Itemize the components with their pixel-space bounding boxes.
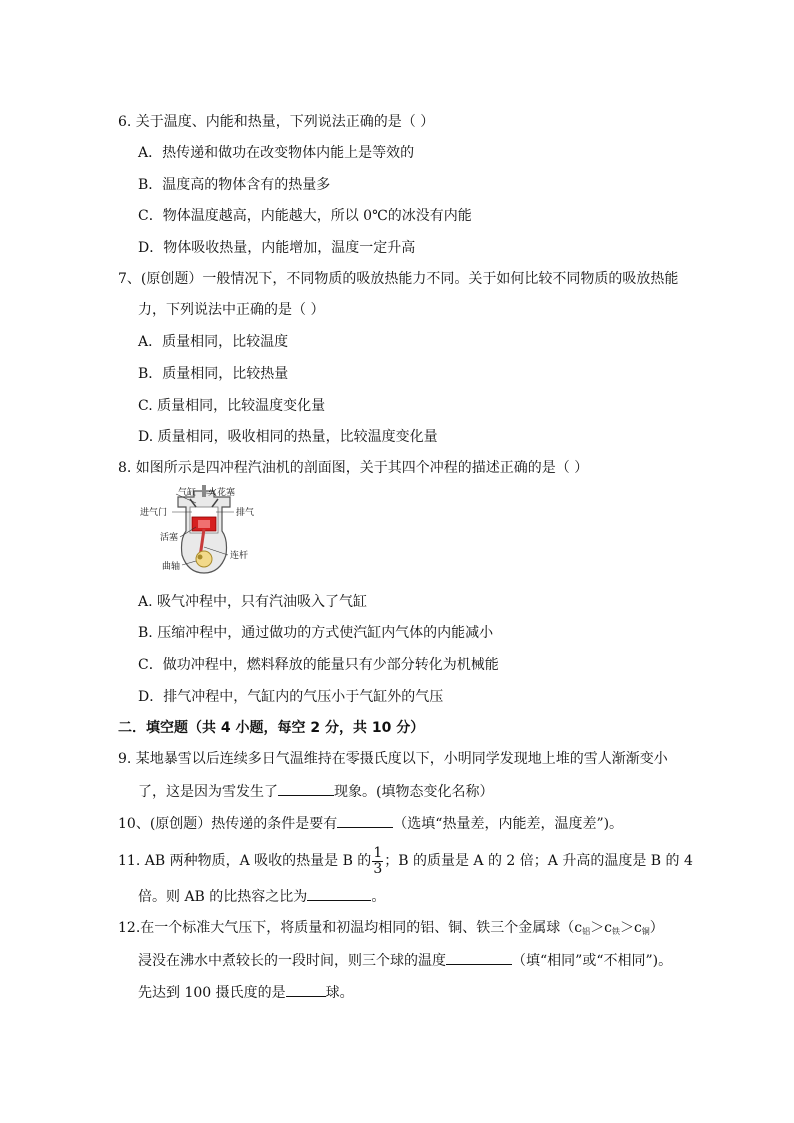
q12-text-f: 球。 [325,985,354,1001]
fraction-numerator: 1 [373,844,383,861]
label-cylinder: 气缸 [178,488,197,498]
q12-sub-iron: 铁 [611,927,620,936]
q6-stem: 6. 关于温度、内能和热量，下列说法正确的是（ ） [118,114,435,130]
q7-stem-line1: 7、(原创题）一般情况下，不同物质的吸放热能力不同。关于如何比较不同物质的吸放热能 [118,271,679,287]
q12-line1 [118,919,664,941]
q11-line1 [118,845,693,877]
label-intake-valve: 进气门 [140,508,168,518]
q6-option-b: B．温度高的物体含有的热量多 [138,177,331,193]
q11-text-c: 倍。则 AB 的比热容之比为 [138,889,308,905]
q12-text-d: （填“相同”或“不相同”)。 [512,953,673,969]
q9-text-a: 了，这是因为雪发生了 [138,784,278,800]
label-exhaust: 排气 [236,508,255,518]
q6-option-c: C．物体温度越高，内能越大，所以 0℃的冰没有内能 [138,208,472,224]
q9-line1: 9. 某地暴雪以后连续多日气温维持在零摄氏度以下，小明同学发现地上堆的雪人渐渐变小 [118,751,668,767]
q9-line2 [138,782,493,801]
q12-sub-aluminum: 铝 [582,927,591,936]
label-connecting-rod: 连杆 [230,551,249,561]
q7-stem-line2: 力，下列说法中正确的是（ ） [138,302,325,318]
q6-option-a: A．热传递和做功在改变物体内能上是等效的 [138,145,415,161]
q11-text-b: ；B 的质量是 A 的 2 倍；A 升高的温度是 B 的 4 [384,853,693,869]
fraction-denominator: 3 [373,860,383,877]
q12-sub-copper: 铜 [641,927,650,936]
q10-answer-blank[interactable] [337,814,393,828]
q12-answer-blank-1[interactable] [446,951,512,965]
q7-option-a: A．质量相同，比较温度 [138,334,289,350]
q11-line2 [138,887,385,906]
q6-option-d: D．物体吸收热量，内能增加，温度一定升高 [138,240,416,256]
label-spark-plug: 火花塞 [208,488,236,498]
q11-text-a: 11. AB 两种物质，A 吸收的热量是 B 的 [118,853,372,869]
q11-answer-blank[interactable] [307,887,371,901]
engine-cross-section-figure [138,485,270,581]
q12-text-c: 浸没在沸水中煮较长的一段时间，则三个球的温度 [138,953,446,969]
q10-line [118,814,623,833]
q9-text-b: 现象。(填物态变化名称） [334,784,494,800]
q12-text-e: 先达到 100 摄氏度的是 [138,985,286,1001]
q8-option-b: B. 压缩冲程中，通过做功的方式使汽缸内气体的内能减小 [138,625,494,641]
q8-option-a: A. 吸气冲程中，只有汽油吸入了气缸 [138,594,368,610]
label-crankshaft: 曲轴 [162,562,181,572]
section-title: 二．填空题（共 4 小题，每空 2 分，共 10 分） [118,720,425,736]
q7-option-c: C. 质量相同，比较温度变化量 [138,398,326,414]
q9-answer-blank[interactable] [278,782,334,796]
q12-line2 [138,951,672,970]
label-piston: 活塞 [160,533,179,543]
q10-text-a: 10、(原创题）热传递的条件是要有 [118,816,338,832]
q12-text-a: 12.在一个标准大气压下，将质量和初温均相同的铝、铜、铁三个金属球（c [118,920,583,936]
q12-gt-2: ＞c [619,920,642,936]
q12-text-b: ） [649,920,664,936]
q11-text-d: 。 [371,889,386,905]
fraction-one-third [372,846,383,877]
q12-gt-1: ＞c [590,920,612,936]
q7-option-d: D. 质量相同，吸收相同的热量，比较温度变化量 [138,429,438,445]
q12-answer-blank-2[interactable] [286,983,326,997]
q8-option-c: C．做功冲程中，燃料释放的能量只有少部分转化为机械能 [138,657,499,673]
q12-line3 [138,983,354,1002]
q8-stem: 8. 如图所示是四冲程汽油机的剖面图，关于其四个冲程的描述正确的是（ ） [118,460,589,476]
q10-text-b: （选填“热量差，内能差，温度差”)。 [393,816,624,832]
q8-option-d: D．排气冲程中，气缸内的气压小于气缸外的气压 [138,689,444,705]
q7-option-b: B．质量相同，比较热量 [138,366,289,382]
